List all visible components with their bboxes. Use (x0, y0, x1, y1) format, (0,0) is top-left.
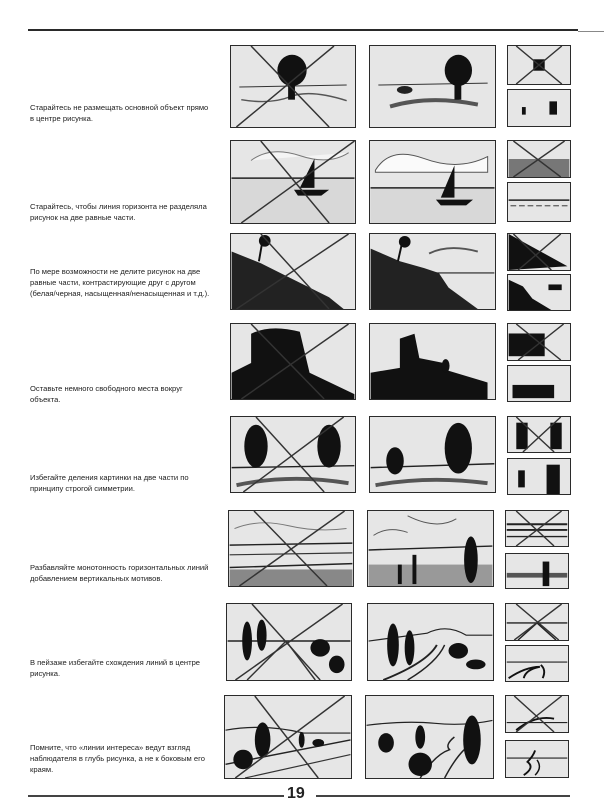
schema-icon (508, 459, 570, 494)
tree-sketch-icon (370, 46, 495, 127)
crossed-schema-icon (508, 46, 570, 84)
schema-good-low-horizon (507, 182, 571, 222)
sketch-bad-sailboat (230, 140, 356, 224)
sketch-bad-convergence (226, 603, 352, 681)
caption-free-space: Оставьте немного свободного места вокруг объекта. (30, 384, 183, 404)
schema-bad-two-bars (507, 416, 571, 453)
sketch-bad-lines-to-edge (224, 695, 352, 779)
sketch-good-asymmetric (369, 416, 496, 493)
top-rule (28, 29, 578, 31)
road-sketch-icon (368, 604, 493, 680)
sketch-bad-horizontals (228, 510, 354, 587)
schema-bad-half-split (507, 140, 571, 178)
schema-bad-horizontal-lines (505, 510, 569, 547)
schema-good-block-margin (507, 365, 571, 402)
road-sketch-icon (366, 696, 493, 778)
sketch-good-road (367, 603, 494, 681)
schema-good-vertical (505, 553, 569, 589)
caption-verticals: Разбавляйте монотонность горизонтальных линий добавлением вертикальных мотивов. (30, 563, 209, 583)
tree-sketch-icon (231, 46, 355, 127)
bands-sketch-icon (229, 511, 353, 586)
schema-icon (508, 90, 570, 126)
schema-icon (506, 646, 568, 681)
crossed-schema-icon (506, 696, 568, 732)
schema-bad-center-convergence (505, 603, 569, 641)
tree-mass-sketch-icon (370, 324, 495, 399)
schema-icon (506, 741, 568, 777)
crossed-schema-icon (508, 234, 570, 270)
caption-horizon: Старайтесь, чтобы линия горизонта не разделяла рисунок на две равные части. (30, 202, 207, 222)
sketch-good-verticals (367, 510, 494, 587)
coast-sketch-icon (370, 234, 495, 309)
schema-good-asymmetric-bars (507, 458, 571, 495)
schema-icon (508, 366, 570, 401)
two-trees-sketch-icon (231, 417, 355, 492)
sketch-bad-coast (230, 233, 356, 310)
crossed-schema-icon (506, 511, 568, 546)
page-footer (0, 785, 604, 805)
sketch-good-tree-off-center (369, 45, 496, 128)
caption-center-object: Старайтесь не размещать основной объект прямо в центре рисунка. (30, 103, 209, 123)
caption-symmetry: Избегайте деления картинки на две части по принципу строгой симметрии. (30, 473, 189, 493)
sketch-good-coast (369, 233, 496, 310)
schema-good-arrow-depth (505, 740, 569, 778)
schema-icon (508, 183, 570, 221)
caption-lines-of-interest: Помните, что «линии интереса» ведут взгляд наблюдателя в глубь рисунка, а не к боковым его краям. (30, 743, 205, 774)
crossed-schema-icon (508, 141, 570, 177)
coast-sketch-icon (231, 234, 355, 309)
footer-rule-left (28, 795, 284, 797)
schema-bad-large-block (507, 323, 571, 361)
sketch-bad-crowded (230, 323, 356, 400)
sailboat-sketch-icon (231, 141, 355, 223)
schema-icon (508, 275, 570, 310)
two-trees-sketch-icon (370, 417, 495, 492)
crossed-schema-icon (506, 604, 568, 640)
sketch-bad-tree-centered (230, 45, 356, 128)
sketch-good-sailboat (369, 140, 496, 224)
bands-sketch-icon (368, 511, 493, 586)
caption-convergence: В пейзаже избегайте схождения линий в центре рисунка. (30, 658, 201, 678)
schema-icon (506, 554, 568, 588)
sketch-bad-symmetric (230, 416, 356, 493)
schema-good-off-center (507, 89, 571, 127)
crossed-schema-icon (508, 324, 570, 360)
sketch-good-lines-into-depth (365, 695, 494, 779)
top-rule-extension (578, 31, 604, 32)
schema-bad-arrow-to-edge (505, 695, 569, 733)
sailboat-sketch-icon (370, 141, 495, 223)
road-sketch-icon (227, 604, 351, 680)
page-number: 19 (287, 785, 305, 802)
caption-contrast-halves: По мере возможности не делите рисунок на две равные части, контрастирующие друг с другом (белая/черная, насыщенная/ненасыщенная и т.д.). (30, 267, 210, 298)
tree-mass-sketch-icon (231, 324, 355, 399)
sketch-good-with-space (369, 323, 496, 400)
schema-good-hill (507, 274, 571, 311)
schema-bad-centered (507, 45, 571, 85)
crossed-schema-icon (508, 417, 570, 452)
schema-good-curve (505, 645, 569, 682)
schema-bad-diagonal (507, 233, 571, 271)
footer-rule-right (316, 795, 570, 797)
road-sketch-icon (225, 696, 351, 778)
